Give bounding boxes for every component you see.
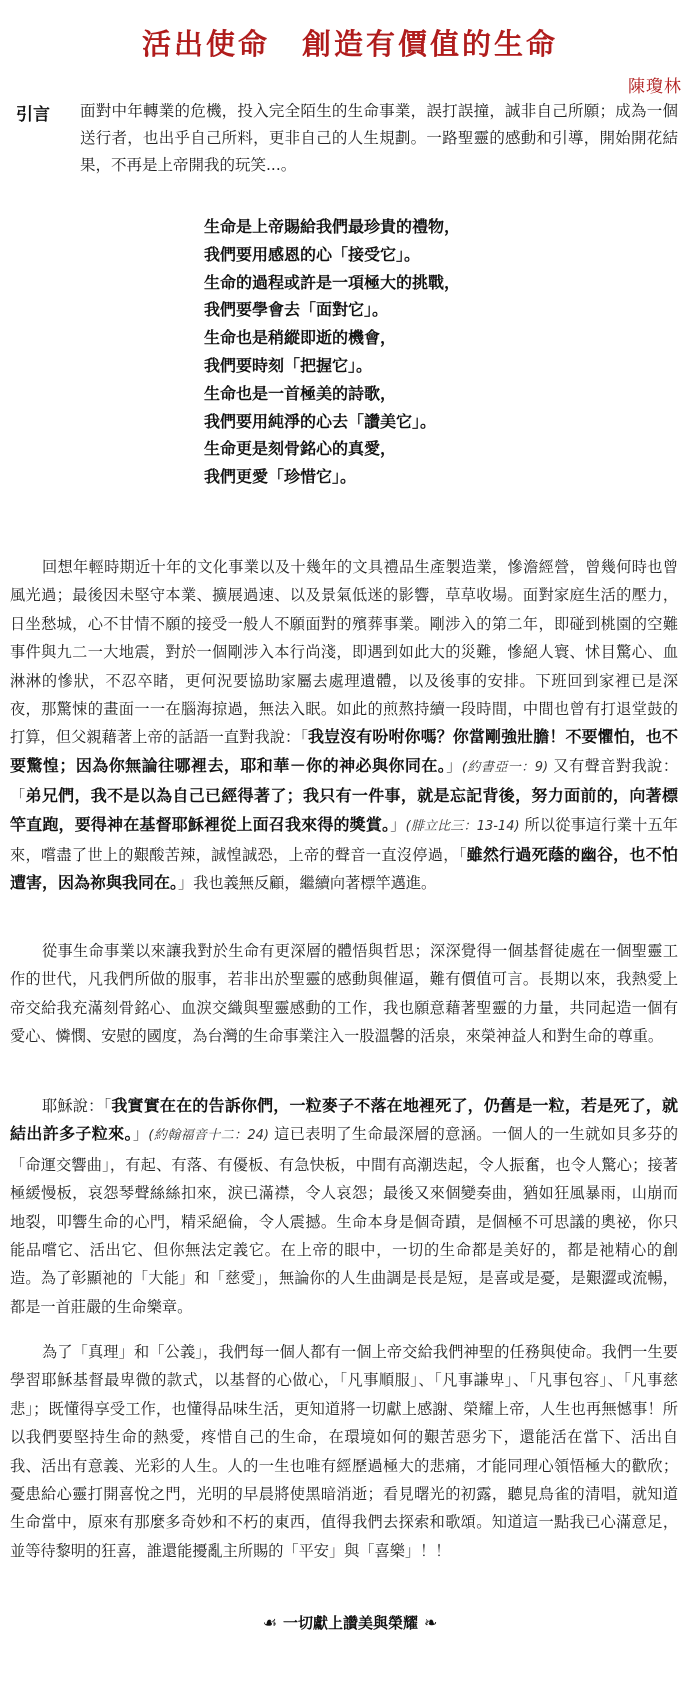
poem-line: 生命也是稍縱即逝的機會， — [204, 328, 397, 348]
text-run: 」 — [132, 1125, 149, 1144]
text-run: 耶穌說：「 — [42, 1097, 112, 1115]
bible-quote: 弟兄們，我不是以為自己已經得著了；我只有一件事，就是忘記背後，努力面前的，向著標竿直跑，要得神在基督耶穌裡從上面召我來得的獎賞。 — [10, 786, 678, 834]
text-run: 這已表明了生命最深層的意涵。一個人的一生就如貝多芬的「命運交響曲」，有起、有落、有優板、有急快板，中間有高潮迭起，令人振奮，也令人驚心；接著極緩慢板，哀怨琴聲絲絲扣來，淚已滿襟，令人哀怨；最後又來個變奏曲，猶如狂風暴雨，山崩而地裂，叩響生命的心門，精采絕倫，令人震撼。生命本身是個奇蹟，是個極不可思議的奧祕，你只能品嚐它、活出它、但你無法定義它。在上帝的眼中，一切的生命都是美好的，都是祂精心的創造。為了彰顯祂的「大能」和「慈愛」，無論你的人生曲調是長是短，是喜或是憂，是艱澀或流暢，都是一首莊嚴的生命樂章。 — [10, 1125, 679, 1316]
body-paragraph-3 — [10, 1092, 678, 1321]
ornament-right-icon: ❧ — [423, 1613, 438, 1632]
poem — [204, 213, 460, 491]
poem-line: 生命是上帝賜給我們最珍貴的禮物， — [204, 217, 461, 236]
bible-quote: 雖然行過死蔭的幽谷，也不怕遭害，因為祢與我同在。 — [10, 845, 678, 893]
bible-quote: 我實實在在的告訴你們，一粒麥子不落在地裡死了，仍舊是一粒，若是死了，就結出許多子粒來。 — [10, 1096, 678, 1144]
body-paragraph-4: 為了「真理」和「公義」，我們每一個人都有一個上帝交給我們神聖的任務與使命。我們一生要學習耶穌基督最卑微的款式，以基督的心做心，「凡事順服」、「凡事謙卑」、「凡事包容」、「凡事慈悲」；既懂得享受工作，也懂得品味生活，更知道將一切獻上感謝、榮耀上帝，人生也再無憾事！所以我們要堅持生命的熱愛，疼惜自己的生命，在環境如何的艱苦惡劣下，還能活在當下、活出自我、活出有意義、光彩的人生。人的一生也唯有經歷過極大的悲痛，才能同理心領悟極大的歡欣；憂患給心靈打開喜悅之門，光明的早晨將使黑暗消逝；看見曙光的初露，聽見鳥雀的清唱，就知道生命當中，原來有那麼多奇妙和不朽的東西，值得我們去探索和歌頌。知道這一點我已心滿意足，並等待黎明的狂喜，誰還能擾亂主所賜的「平安」與「喜樂」！！ — [10, 1343, 678, 1560]
bible-quote: 我豈沒有吩咐你嗎？你當剛強壯膽！不要懼怕，也不要驚惶；因為你無論往哪裡去，耶和華－你的神必與你同在。 — [10, 727, 678, 775]
poem-line: 生命更是刻骨銘心的真愛， — [204, 439, 397, 459]
poem-line: 我們要時刻「把握它」。 — [204, 355, 373, 375]
author-name: 陳瓊林 — [628, 77, 682, 97]
text-run: 」 — [390, 815, 406, 834]
bible-reference: (約書亞一：9) — [461, 759, 549, 775]
closing-text: 一切獻上讚美與榮耀 — [282, 1614, 418, 1632]
poem-line: 生命也是一首極美的詩歌， — [204, 383, 397, 403]
poem-line: 生命的過程或許是一項極大的挑戰， — [204, 272, 461, 292]
poem-line: 我們要用純淨的心去「讚美它」。 — [204, 411, 437, 431]
page-title: 活出使命 創造有價值的生命 — [141, 27, 558, 61]
bible-reference: (腓立比三：13-14) — [405, 818, 520, 834]
text-run: 」 — [446, 756, 462, 775]
intro-label: 引言 — [16, 105, 50, 125]
bible-reference: (約翰福音十二：24) — [148, 1128, 269, 1144]
text-run: 回想年輕時期近十年的文化事業以及十幾年的文具禮品生產製造業，慘澹經營，曾幾何時也曾風光過；最後因未堅守本業、擴展過速、以及景氣低迷的影響，草草收場。面對家庭生活的壓力，日坐愁城，心不甘情不願的接受一般人不願面對的殯葬事業。剛涉入的第二年，即碰到桃園的空難事件與九二一大地震，對於一個剛涉入本行尚淺，即遇到如此大的災難，慘絕人寰、怵目驚心、血淋淋的慘狀，不忍卒睹，更何況要協助家屬去處理遺體，以及後事的安排。下班回到家裡已是深夜，那驚悚的畫面一一在腦海掠過，無法入眠。如此的煎熬持續一段時間，中間也曾有打退堂鼓的打算，但父親藉著上帝的話語一直對我說：「 — [10, 558, 678, 747]
text-run: 所以從事這行業十五年來，嚐盡了世上的艱酸苦辣，誠惶誠恐，上帝的聲音一直沒停過，「 — [10, 815, 678, 865]
poem-line: 我們要用感恩的心「接受它」。 — [204, 244, 421, 264]
intro-paragraph: 面對中年轉業的危機，投入完全陌生的生命事業，誤打誤撞，誠非自己所願；成為一個送行者，也出乎自己所料，更非自己的人生規劃。一路聖靈的感動和引導，開始開花結果，不再是上帝開我的玩笑...。 — [80, 102, 678, 174]
text-run: 」我也義無反顧，繼續向著標竿邁進。 — [178, 874, 437, 893]
ornament-left-icon: ☙ — [262, 1613, 277, 1632]
poem-line: 我們更愛「珍惜它」。 — [204, 467, 357, 487]
body-paragraph-1 — [10, 553, 678, 898]
poem-line: 我們要學會去「面對它」。 — [204, 300, 389, 320]
text-run: 又有聲音對我說：「 — [10, 756, 679, 806]
closing-line — [0, 1612, 700, 1633]
body-paragraph-2: 從事生命事業以來讓我對於生命有更深層的體悟與哲思；深深覺得一個基督徒處在一個聖靈工作的世代，凡我們所做的服事，若非出於聖靈的感動與催逼，難有價值可言。長期以來，我熱愛上帝交給我充滿刻骨銘心、血淚交織與聖靈感動的工作，我也願意藉著聖靈的力量，共同起造一個有愛心、憐憫、安慰的國度，為台灣的生命事業注入一股溫馨的活泉，來榮神益人和對生命的尊重。 — [10, 942, 678, 1046]
